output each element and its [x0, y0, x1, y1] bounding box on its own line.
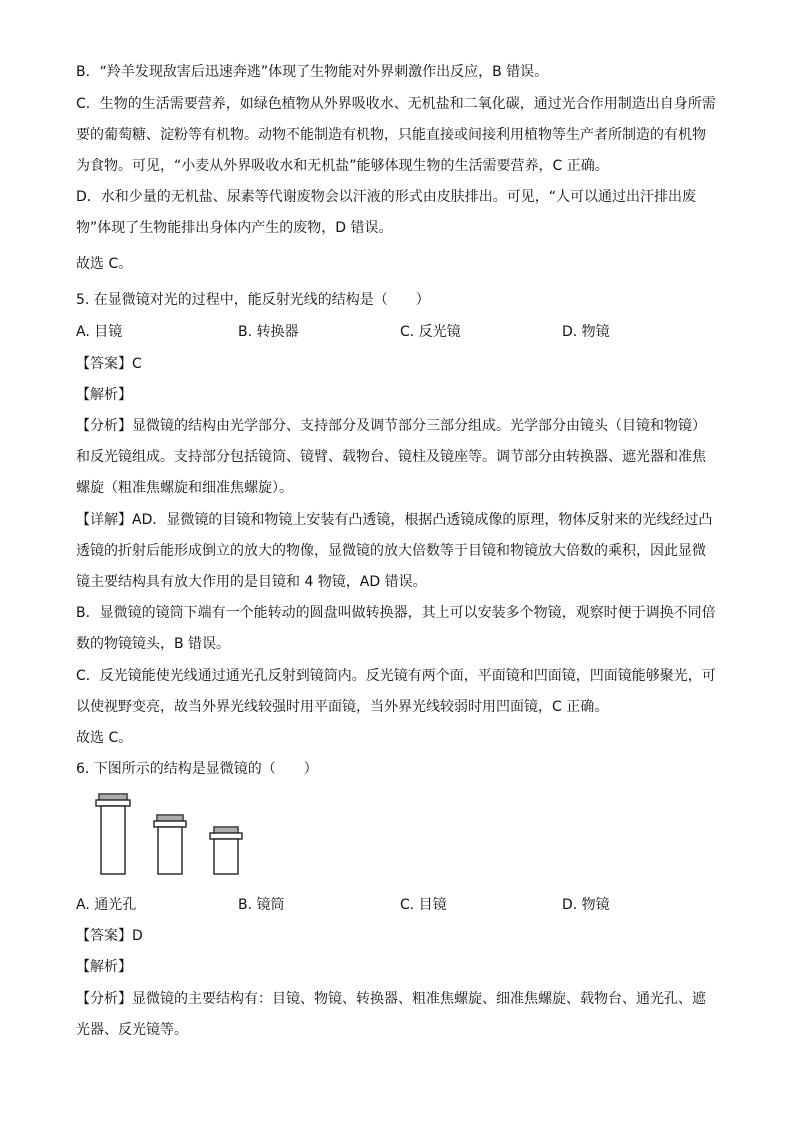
q4-option-d-explanation-line1: D．水和少量的无机盐、尿素等代谢废物会以汗液的形式由皮肤排出。可见，“人可以通过出汗排出废	[76, 189, 697, 205]
q5-option-c-explanation-line1: C．反光镜能使光线通过通光孔反射到镜筒内。反光镜有两个面，平面镜和凹面镜，凹面镜能够聚光，可	[76, 668, 716, 684]
q6-analysis-label: 【解析】	[76, 959, 132, 975]
q6-stem: 6. 下图所示的结构是显微镜的（ ）	[76, 761, 318, 777]
q5-option-a: A. 目镜	[76, 324, 123, 340]
q5-conclusion: 故选 C。	[76, 730, 133, 746]
q5-analysis-label: 【解析】	[76, 387, 132, 403]
q5-analysis-line1: 【分析】显微镜的结构由光学部分、支持部分及调节部分三部分组成。光学部分由镜头（目镜和物镜）	[76, 418, 706, 434]
q5-detail-line3: 镜主要结构具有放大作用的是目镜和 4 物镜，AD 错误。	[76, 574, 427, 590]
q4-option-c-explanation-line1: C．生物的生活需要营养，如绿色植物从外界吸收水、无机盐和二氧化碳，通过光合作用制造出自身所需	[76, 96, 716, 112]
q5-option-d: D. 物镜	[562, 324, 610, 340]
q4-conclusion: 故选 C。	[76, 256, 133, 272]
q6-option-b: B. 镜筒	[238, 897, 285, 913]
q4-option-c-explanation-line2: 要的葡萄糖、淀粉等有机物。动物不能制造有机物，只能直接或间接利用植物等生产者所制造的有机物	[76, 127, 706, 143]
q5-option-b-explanation-line1: B．显微镜的镜筒下端有一个能转动的圆盘叫做转换器，其上可以安装多个物镜，观察时便于调换不同倍	[76, 605, 716, 621]
q5-detail-line1: 【详解】AD．显微镜的目镜和物镜上安装有凸透镜，根据凸透镜成像的原理，物体反射来的光线经过凸	[76, 512, 713, 528]
q6-option-c: C. 目镜	[400, 897, 447, 913]
q5-stem: 5. 在显微镜对光的过程中，能反射光线的结构是（ ）	[76, 292, 430, 308]
q4-option-d-explanation-line2: 物”体现了生物能排出身体内产生的废物，D 错误。	[76, 220, 393, 236]
q6-option-d: D. 物镜	[562, 897, 610, 913]
q6-answer: 【答案】D	[76, 928, 143, 944]
q5-analysis-line2: 和反光镜组成。支持部分包括镜筒、镜臂、载物台、镜柱及镜座等。调节部分由转换器、遮光器和准焦	[76, 449, 706, 465]
q5-option-b-explanation-line2: 数的物镜镜头，B 错误。	[76, 636, 231, 652]
q4-option-c-explanation-line3: 为食物。可见，“小麦从外界吸收水和无机盐”能够体现生物的生活需要营养，C 正确。	[76, 158, 609, 174]
q5-detail-line2: 透镜的折射后能形成倒立的放大的物像，显微镜的放大倍数等于目镜和物镜放大倍数的乘积，因此显微	[76, 543, 706, 559]
q5-analysis-line3: 螺旋（粗准焦螺旋和细准焦螺旋）。	[76, 480, 293, 496]
q5-option-c: C. 反光镜	[400, 324, 461, 340]
q5-option-b: B. 转换器	[238, 324, 299, 340]
q6-option-a: A. 通光孔	[76, 897, 137, 913]
q4-option-b-explanation: B．“羚羊发现敌害后迅速奔逃”体现了生物能对外界刺激作出反应，B 错误。	[76, 64, 549, 80]
q6-analysis-line1: 【分析】显微镜的主要结构有：目镜、物镜、转换器、粗准焦螺旋、细准焦螺旋、载物台、通光孔、遮	[76, 991, 706, 1007]
q5-option-c-explanation-line2: 以使视野变亮，故当外界光线较强时用平面镜，当外界光线较弱时用凹面镜，C 正确。	[76, 699, 609, 715]
q5-answer: 【答案】C	[76, 356, 142, 372]
q6-analysis-line2: 光器、反光镜等。	[76, 1022, 188, 1038]
eyepiece-lenses-icon	[92, 793, 252, 883]
